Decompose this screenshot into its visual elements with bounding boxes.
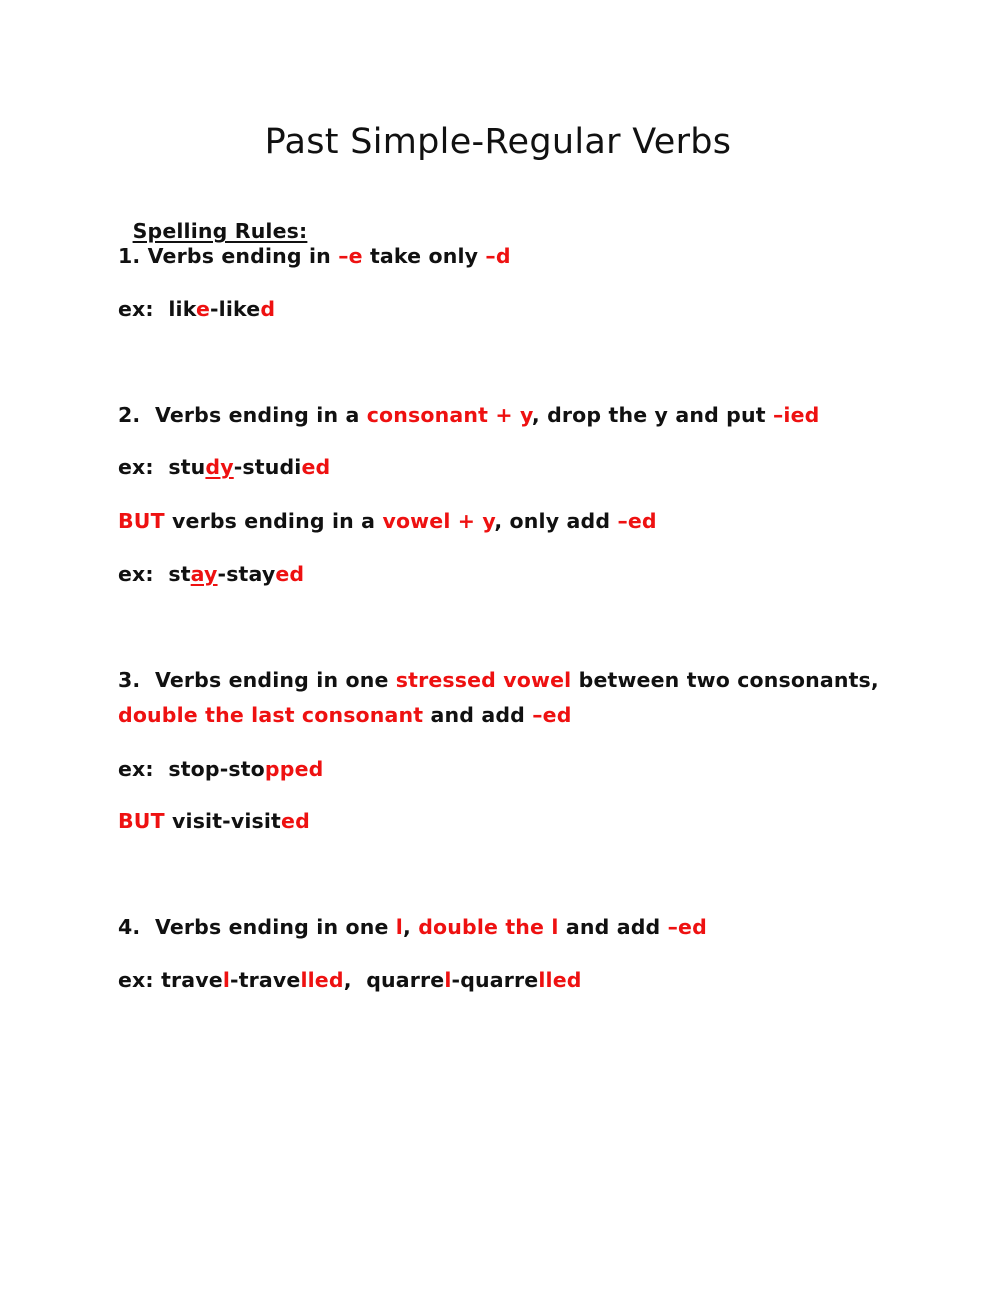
rule-4: [118, 913, 707, 941]
example-highlight: lled: [300, 968, 344, 992]
example-label: ex:: [118, 562, 154, 586]
rule-text: Verbs ending in: [147, 244, 339, 268]
example-highlight: ay: [190, 562, 218, 586]
example-highlight: pped: [264, 757, 324, 781]
rule-highlight: l: [395, 915, 403, 939]
example-highlight: l: [444, 968, 452, 992]
example-text: ,: [343, 968, 352, 992]
rule-number: 3.: [118, 668, 141, 692]
spelling-rules-heading: Spelling Rules:: [132, 219, 308, 243]
rule-text: verbs ending in a: [164, 509, 383, 533]
rule-highlight: –ed: [617, 509, 657, 533]
page-title: Past Simple-Regular Verbs: [264, 122, 732, 162]
example-highlight: d: [260, 297, 276, 321]
example-label: ex:: [118, 757, 154, 781]
rule-4-example: [118, 966, 582, 994]
example-label: ex:: [118, 968, 154, 992]
rule-highlight: consonant + y: [366, 403, 532, 427]
example-text: visit-visit: [164, 809, 282, 833]
rule-highlight: –ed: [667, 915, 707, 939]
rule-3: [118, 666, 879, 694]
rule-1-example: [118, 295, 275, 323]
rule-highlight: vowel + y: [382, 509, 495, 533]
rule-2-exception: [118, 507, 657, 535]
example-text: trave: [161, 968, 223, 992]
example-highlight: l: [222, 968, 231, 992]
rule-3-continued: [118, 701, 572, 729]
example-text: quarre: [366, 968, 445, 992]
rule-highlight: double the last consonant: [118, 703, 424, 727]
rule-highlight: –ed: [532, 703, 572, 727]
rule-2: [118, 401, 819, 429]
example-text: stop-sto: [168, 757, 265, 781]
example-text: lik: [168, 297, 196, 321]
rule-text: ,: [402, 915, 419, 939]
example-label: ex:: [118, 455, 154, 479]
rule-3-exception: [118, 807, 310, 835]
rule-highlight: –e: [338, 244, 363, 268]
example-highlight: e: [195, 297, 211, 321]
rule-text: , only add: [494, 509, 618, 533]
example-text: -like: [210, 297, 261, 321]
example-text: stu: [168, 455, 206, 479]
rule-text: take only: [362, 244, 486, 268]
rule-text: between two consonants,: [571, 668, 879, 692]
example-text: -studi: [233, 455, 302, 479]
example-text: -quarre: [451, 968, 539, 992]
example-text: st: [168, 562, 191, 586]
rule-2-exception-example: [118, 560, 304, 588]
example-text: -stay: [217, 562, 276, 586]
rule-text: Verbs ending in one: [154, 668, 396, 692]
rule-highlight: –d: [485, 244, 511, 268]
rule-text: Verbs ending in one: [154, 915, 396, 939]
rule-3-example: [118, 755, 323, 783]
example-label: ex:: [118, 297, 154, 321]
example-highlight: ed: [301, 455, 331, 479]
rule-text: and add: [423, 703, 533, 727]
example-highlight: ed: [275, 562, 305, 586]
rule-highlight: stressed vowel: [395, 668, 572, 692]
rule-number: 4.: [118, 915, 141, 939]
but-label: BUT: [118, 509, 165, 533]
rule-text: Verbs ending in a: [154, 403, 367, 427]
rule-text: and add: [558, 915, 668, 939]
rule-1: [118, 242, 511, 270]
rule-highlight: –ied: [773, 403, 820, 427]
example-text: -trave: [230, 968, 301, 992]
rule-highlight: double the l: [418, 915, 559, 939]
section-heading: [118, 189, 307, 245]
example-highlight: lled: [538, 968, 582, 992]
but-label: BUT: [118, 809, 165, 833]
rule-number: 2.: [118, 403, 141, 427]
example-highlight: ed: [281, 809, 310, 833]
example-highlight: dy: [205, 455, 234, 479]
rule-text: , drop the y and put: [531, 403, 773, 427]
rule-2-example: [118, 453, 330, 481]
rule-number: 1.: [118, 244, 141, 268]
